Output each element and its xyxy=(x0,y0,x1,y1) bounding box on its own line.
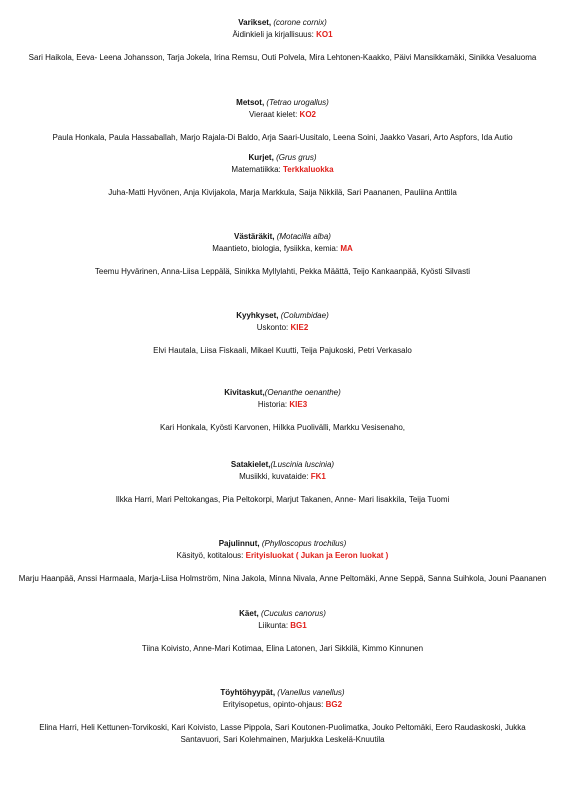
group-title xyxy=(0,387,565,399)
group-members: Ilkka Harri, Mari Peltokangas, Pia Peltokorpi, Marjut Takanen, Anne- Mari Iisakkila, Teija Tuomi xyxy=(115,495,450,504)
group-name: Metsot, xyxy=(236,98,265,107)
group-members: Juha-Matti Hyvönen, Anja Kivijakola, Marja Markkula, Saija Nikkilä, Sari Paananen, Pauliina Anttila xyxy=(108,188,457,197)
group-latin-name: (Motacilla alba) xyxy=(276,232,331,241)
group-satakielet xyxy=(0,459,565,506)
group-subject-line xyxy=(0,699,565,711)
group-latin-name: (Luscinia luscinia) xyxy=(270,460,335,469)
group-subject: Käsityö, kotitalous: xyxy=(176,551,244,560)
group-subject: Äidinkieli ja kirjallisuus: xyxy=(232,30,314,39)
group-code: KIE2 xyxy=(290,323,309,332)
group-members: Kari Honkala, Kyösti Karvonen, Hilkka Puolivälli, Markku Vesisenaho, xyxy=(159,423,405,432)
group-latin-name: (Vanellus vanellus) xyxy=(277,688,345,697)
group-members: Sari Haikola, Eeva- Leena Johansson, Tarja Jokela, Irina Remsu, Outi Polvela, Mira Lehtonen-Kaakko, Päivi Mansikkamäki, Sinikka Vesaluoma xyxy=(28,53,537,62)
group-varikset xyxy=(0,17,565,64)
group-code: FK1 xyxy=(310,472,326,481)
group-title xyxy=(0,231,565,243)
group-members: Elvi Hautala, Liisa Fiskaali, Mikael Kuutti, Teija Pajukoski, Petri Verkasalo xyxy=(153,346,412,355)
group-subject-line xyxy=(0,471,565,483)
group-latin-name: (Cuculus canorus) xyxy=(260,609,326,618)
group-subject: Liikunta: xyxy=(258,621,289,630)
group-name: Töyhtöhyypät, xyxy=(220,688,276,697)
group-title xyxy=(0,459,565,471)
group-title xyxy=(0,17,565,29)
group-code: BG2 xyxy=(325,700,343,709)
group-subject: Historia: xyxy=(257,400,288,409)
group-subject: Vieraat kielet: xyxy=(248,110,298,119)
group-subject: Uskonto: xyxy=(256,323,289,332)
group-name: Västäräkit, xyxy=(234,232,275,241)
group-kurjet xyxy=(0,152,565,199)
group-members: Elina Harri, Heli Kettunen-Torvikoski, Kari Koivisto, Lasse Pippola, Sari Koutonen-Puolimatka, Jouko Peltomäki, Eero Raudaskoski, Jukka Santavuori, Sari Kolehmainen, Marjukka Leskelä-Knuutila xyxy=(39,723,526,744)
group-subject: Musiikki, kuvataide: xyxy=(239,472,309,481)
group-name: Kurjet, xyxy=(248,153,274,162)
group-code: KO1 xyxy=(316,30,333,39)
group-code: Terkkaluokka xyxy=(283,165,334,174)
group-name: Kyyhkyset, xyxy=(236,311,279,320)
group-members: Marju Haanpää, Anssi Harmaala, Marja-Liisa Holmström, Nina Jakola, Minna Nivala, Anne Peltomäki, Anne Seppä, Sanna Suihkola, Jouni Paananen xyxy=(18,574,547,583)
group-code: KO2 xyxy=(299,110,316,119)
group-kaet xyxy=(0,608,565,655)
group-code: Erityisluokat ( Jukan ja Eeron luokat ) xyxy=(245,551,389,560)
group-subject-line xyxy=(0,243,565,255)
group-members: Paula Honkala, Paula Hassaballah, Marjo Rajala-Di Baldo, Arja Saari-Uusitalo, Leena Soini, Jaakko Vasari, Arto Aspfors, Ida Autio xyxy=(52,133,513,142)
group-latin-name: (Oenanthe oenanthe) xyxy=(264,388,341,397)
group-title xyxy=(0,97,565,109)
group-code: KIE3 xyxy=(289,400,308,409)
group-name: Käet, xyxy=(239,609,259,618)
group-title xyxy=(0,152,565,164)
group-metsot xyxy=(0,97,565,144)
group-members: Tiina Koivisto, Anne-Mari Kotimaa, Elina Latonen, Jari Sikkilä, Kimmo Kinnunen xyxy=(141,644,424,653)
group-title xyxy=(0,538,565,550)
group-subject: Erityisopetus, opinto-ohjaus: xyxy=(222,700,324,709)
group-subject-line xyxy=(0,322,565,334)
group-latin-name: (Columbidae) xyxy=(280,311,329,320)
group-latin-name: (Phylloscopus trochilus) xyxy=(261,539,347,548)
group-toyhtohyypat xyxy=(0,687,565,746)
group-subject: Maantieto, biologia, fysiikka, kemia: xyxy=(212,244,339,253)
group-subject-line xyxy=(0,29,565,41)
group-subject-line xyxy=(0,620,565,632)
group-latin-name: (Grus grus) xyxy=(276,153,317,162)
group-title xyxy=(0,310,565,322)
group-code: MA xyxy=(340,244,353,253)
group-pajulinnut xyxy=(0,538,565,585)
group-kivitaskut xyxy=(0,387,565,434)
group-subject-line xyxy=(0,164,565,176)
group-kyyhkyset xyxy=(0,310,565,357)
group-latin-name: (Tetrao urogallus) xyxy=(266,98,329,107)
group-name: Pajulinnut, xyxy=(218,539,260,548)
group-subject-line xyxy=(0,399,565,411)
group-subject: Matematiikka: xyxy=(231,165,281,174)
group-name: Varikset, xyxy=(238,18,272,27)
group-latin-name: (corone cornix) xyxy=(273,18,327,27)
group-code: BG1 xyxy=(290,621,307,630)
group-title xyxy=(0,687,565,699)
group-vastarakit xyxy=(0,231,565,278)
group-name: Kivitaskut, xyxy=(224,388,265,397)
group-subject-line xyxy=(0,550,565,562)
group-subject-line xyxy=(0,109,565,121)
group-title xyxy=(0,608,565,620)
group-members: Teemu Hyvärinen, Anna-Liisa Leppälä, Sinikka Myllylahti, Pekka Määttä, Teijo Kankaanpää, Kyösti Silvasti xyxy=(94,267,471,276)
group-name: Satakielet, xyxy=(230,460,271,469)
